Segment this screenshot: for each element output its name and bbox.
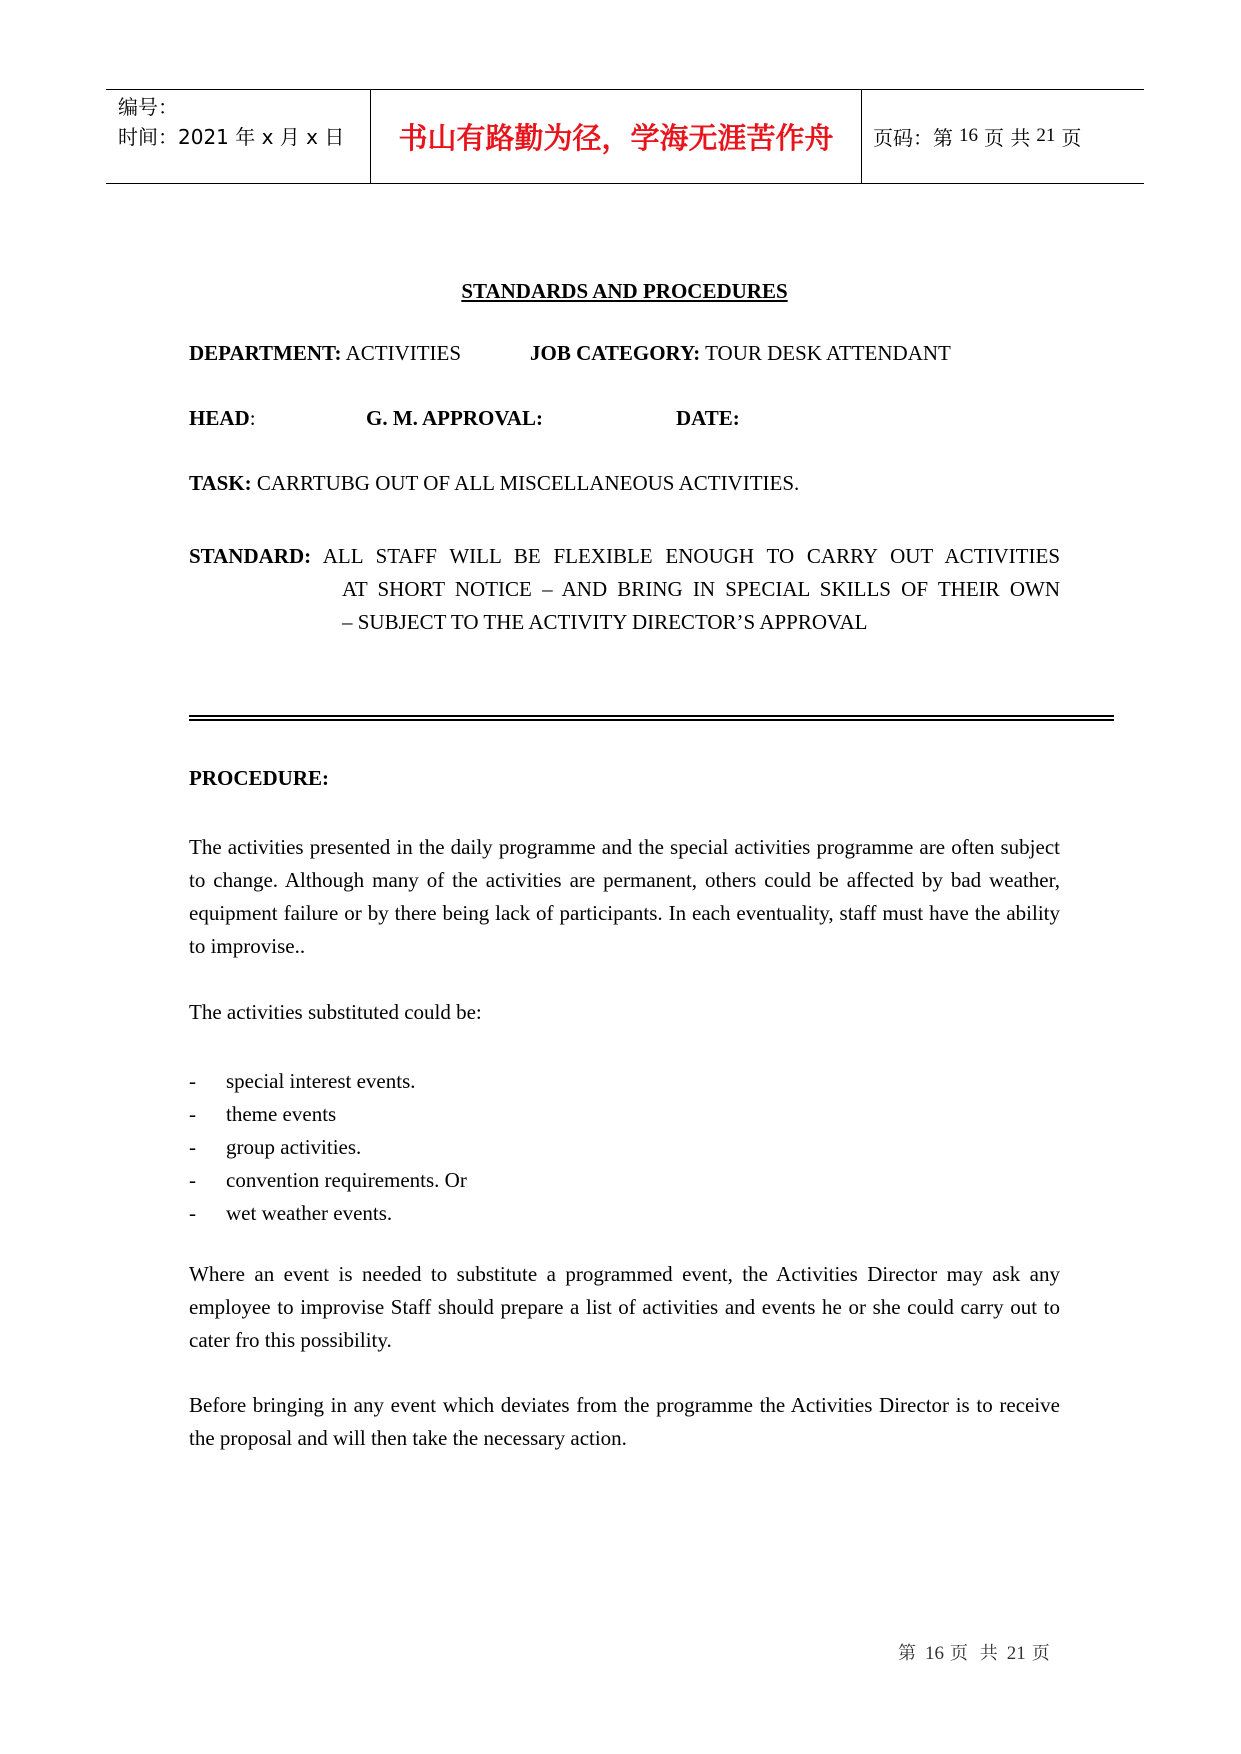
- footer-page-suffix: 页: [1031, 1643, 1053, 1664]
- section-double-rule: [189, 715, 1114, 721]
- footer-page-indicator: [898, 1639, 1053, 1665]
- department-row: [189, 341, 461, 366]
- standard-block: [189, 540, 1060, 639]
- header-page-suffix: 页: [1061, 125, 1082, 150]
- header-motto: 书山有路勤为径，学海无涯苦作舟: [398, 120, 834, 155]
- list-item-text: convention requirements. Or: [226, 1168, 467, 1192]
- document-title: STANDARDS AND PROCEDURES: [461, 279, 788, 303]
- header-time-label: 时间：2021 年 x 月 x 日: [118, 125, 345, 149]
- bullet-marker: -: [189, 1102, 196, 1126]
- procedure-paragraph-1: The activities presented in the daily programme and the special activities programme are often subject to change. Although many of the activities are permanent, others could be affected by bad weather, equipment failure or by there being lack of participants. In each eventuality, staff must have the ability to improvise..: [189, 835, 1060, 958]
- standard-label: STANDARD:: [189, 544, 312, 568]
- header-bottom-rule: [106, 183, 1144, 184]
- header-page-prefix: 页码：第: [873, 125, 953, 150]
- header-page-mid: 页 共: [984, 125, 1031, 150]
- list-item: [189, 1098, 467, 1131]
- list-item-text: group activities.: [226, 1135, 362, 1159]
- procedure-heading: PROCEDURE:: [189, 766, 329, 790]
- job-category-row: [530, 341, 951, 366]
- procedure-paragraph-2: The activities substituted could be:: [189, 1000, 482, 1024]
- gm-approval-label: G. M. APPROVAL:: [366, 406, 543, 430]
- bullet-marker: -: [189, 1201, 196, 1225]
- head-colon: :: [249, 406, 256, 430]
- list-item: [189, 1065, 467, 1098]
- bullet-marker: -: [189, 1135, 196, 1159]
- department-value: ACTIVITIES: [341, 341, 462, 365]
- header-page-total: 21: [1036, 125, 1056, 146]
- standard-line-3: – SUBJECT TO THE ACTIVITY DIRECTOR’S APPROVAL: [342, 610, 868, 634]
- standard-text-1: ALL STAFF WILL BE FLEXIBLE ENOUGH TO CARRY OUT ACTIVITIES: [311, 544, 1060, 568]
- header-page-current: 16: [959, 125, 978, 146]
- procedure-paragraph-4: Before bringing in any event which deviates from the programme the Activities Director is to receive the proposal and will then take the necessary action.: [189, 1393, 1060, 1450]
- job-category-label: JOB CATEGORY:: [530, 341, 701, 365]
- footer-page-current: 16: [925, 1643, 944, 1664]
- footer-page-total: 21: [1006, 1643, 1026, 1664]
- list-item: [189, 1131, 467, 1164]
- header-divider-right: [861, 89, 862, 183]
- list-item-text: theme events: [226, 1102, 337, 1126]
- date-label: DATE:: [676, 406, 740, 430]
- header-meta: [118, 92, 344, 152]
- head-row: [189, 406, 256, 431]
- footer-page-prefix: 第: [898, 1643, 919, 1664]
- list-item: [189, 1164, 467, 1197]
- substitute-activities-list: [189, 1065, 467, 1230]
- list-item: [189, 1197, 467, 1230]
- job-category-value: TOUR DESK ATTENDANT: [700, 341, 951, 365]
- list-item-text: wet weather events.: [226, 1201, 393, 1225]
- department-label: DEPARTMENT:: [189, 341, 342, 365]
- header-page-indicator: [873, 89, 1081, 183]
- bullet-marker: -: [189, 1069, 196, 1093]
- footer-page-mid: 页 共: [950, 1643, 1001, 1664]
- bullet-marker: -: [189, 1168, 196, 1192]
- list-item-text: special interest events.: [226, 1069, 416, 1093]
- standard-line-2: AT SHORT NOTICE – AND BRING IN SPECIAL SKILLS OF THEIR OWN: [342, 577, 1060, 601]
- task-label: TASK:: [189, 471, 252, 495]
- task-row: [189, 471, 799, 496]
- header-code-label: 编号：: [118, 95, 178, 119]
- standard-line-1: [189, 540, 1060, 573]
- task-value: CARRTUBG OUT OF ALL MISCELLANEOUS ACTIVITIES.: [251, 471, 800, 495]
- procedure-paragraph-3: Where an event is needed to substitute a programmed event, the Activities Director may ask any employee to improvise Staff should prepare a list of activities and events he or she could carry out to cater fro this possibility.: [189, 1262, 1060, 1352]
- head-label: HEAD: [189, 406, 250, 430]
